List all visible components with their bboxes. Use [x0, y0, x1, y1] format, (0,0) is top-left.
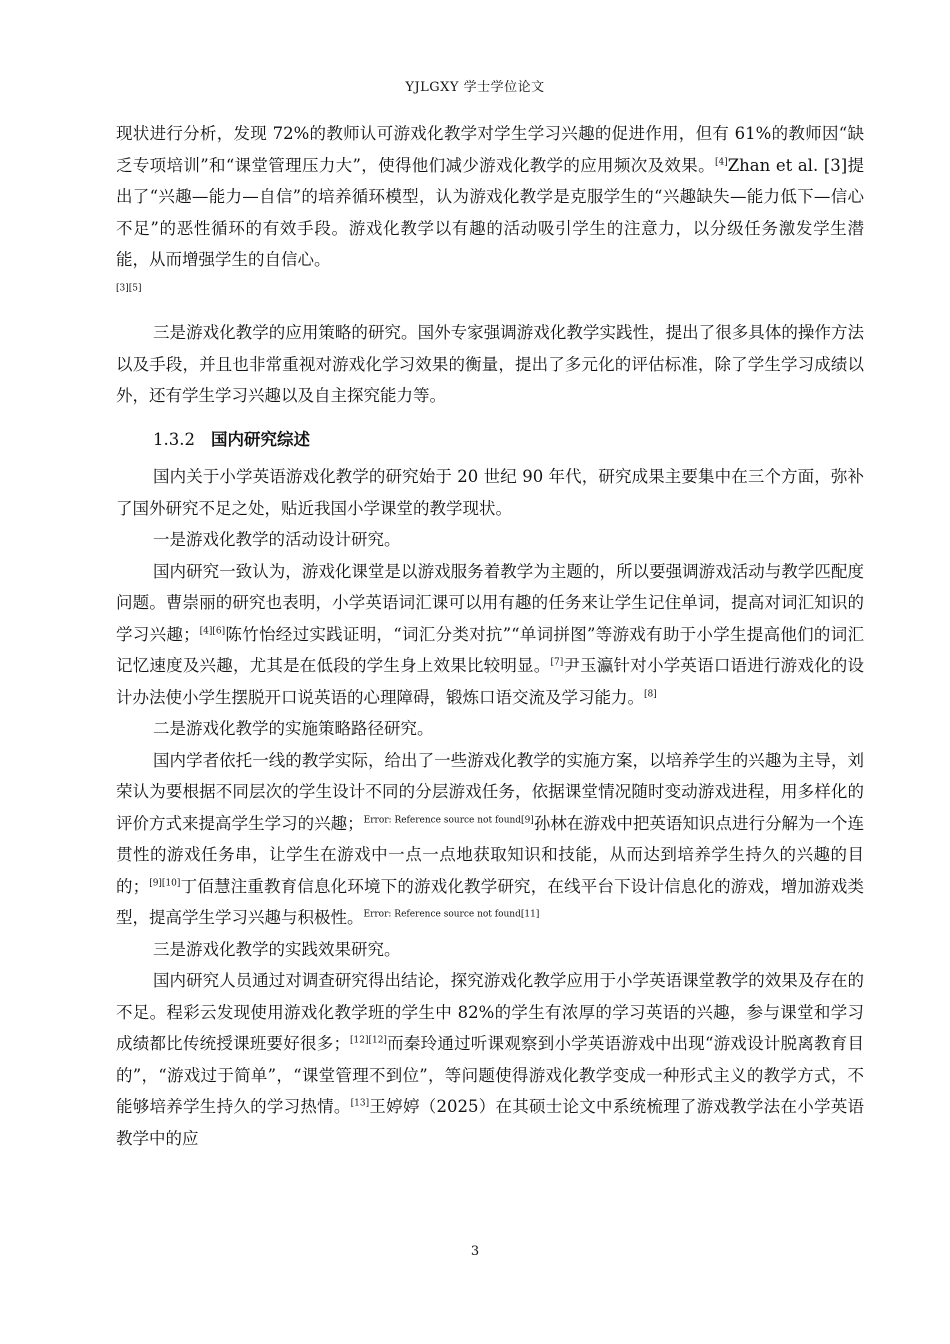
document-body [116, 118, 864, 1154]
paragraph-topic-1: 一是游戏化教学的活动设计研究。 [153, 530, 401, 549]
paragraph-implementation: 国内学者依托一线的教学实际，给出了一些游戏化教学的实施方案，以培养学生的兴趣为主导，刘荣认为要根据不同层次的学生设计不同的分层游戏任务，依据课堂情况随时变动游戏进程，用多样化的评价方式来提高学生学习的兴趣；$^{Error: Reference source not found[9]}$孙林在游戏中把英语知识点进行分解为一个连贯性的游戏任务串，让学生在游戏中一点一点地获取知识和技能，从而达到培养学生持久的兴趣的目的；[9][10]丁佰慧注重教育信息化环境下的游戏化教学研究，在线平台下设计信息化的游戏，增加游戏类型，提高学生学习兴趣与积极性。$^{Error: Reference source not found[11]}$ [116, 750, 865, 927]
citation: Error: Reference source not found[9] [363, 815, 534, 825]
paragraph-foreign-review-continued: 现状进行分析，发现 72%的教师认可游戏化教学对学生学习兴趣的促进作用，但有 61%的教师因“缺乏专项培训”和“课堂管理压力大”，使得他们减少游戏化教学的应用频次及效果。[4]Zhan et al. [3]提出了“兴趣—能力—自信”的培养循环模型，认为游戏化教学是克服学生的“兴趣缺失—能力低下—信心不足”的恶性循环的有效手段。游戏化教学以有趣的活动吸引学生的注意力，以分级任务激发学生潜能，从而增强学生的自信心。 [3][5] [116, 124, 865, 293]
paragraph-topic-2: 二是游戏化教学的实施策略路径研究。 [153, 719, 434, 738]
citation: Error: Reference source not found[11] [363, 909, 540, 920]
running-header: YJLGXY 学士学位论文 [405, 80, 545, 95]
citation: [4] [714, 157, 728, 167]
citation: [12][12] [349, 1035, 387, 1046]
paragraph-application-strategy: 三是游戏化教学的应用策略的研究。国外专家强调游戏化教学实践性，提出了很多具体的操作方法以及手段，并且也非常重视对游戏化学习效果的衡量，提出了多元化的评估标准，除了学生学习成绩以外，还有学生学习兴趣以及自主探究能力等。 [116, 323, 864, 405]
paragraph-activity-design: 国内研究一致认为，游戏化课堂是以游戏服务着教学为主题的，所以要强调游戏活动与教学匹配度问题。曹崇丽的研究也表明，小学英语词汇课可以用有趣的任务来让学生记住单词，提高对词汇知识的学习兴趣；[4][6]陈竹怡经过实践证明，“词汇分类对抗”“单词拼图”等游戏有助于小学生提高他们的词汇记忆速度及兴趣，尤其是在低段的学生身上效果比较明显。[7]尹玉瀛针对小学英语口语进行游戏化的设计办法使小学生摆脱开口说英语的心理障碍，锻炼口语交流及学习能力。[8] [116, 561, 865, 707]
page-number: 3 [470, 1244, 480, 1259]
citation: [4][6] [199, 626, 226, 636]
citation: [8] [644, 689, 657, 699]
section-title: 国内研究综述 [210, 429, 310, 449]
citation: [7] [550, 657, 564, 668]
section-heading [116, 424, 864, 456]
citation: [3][5] [116, 283, 142, 293]
paragraph-practice-effect: 国内研究人员通过对调查研究得出结论，探究游戏化教学应用于小学英语课堂教学的效果及存在的不足。程彩云发现使用游戏化教学班的学生中 82%的学生有浓厚的学习英语的兴趣，参与课堂和学习成绩都比传统授课班要好很多；[12][12]而秦玲通过听课观察到小学英语游戏中出现“游戏设计脱离教育目的”，“游戏过于简单”，“课堂管理不到位”，等问题使得游戏化教学变成一种形式主义的教学方式，不能够培养学生持久的学习热情。[13]王婷婷（2025）在其硕士论文中系统梳理了游戏教学法在小学英语教学中的应 [116, 971, 865, 1148]
section-number: 1.3.2 [153, 429, 195, 449]
paragraph-topic-3: 三是游戏化教学的实践效果研究。 [153, 939, 401, 959]
citation: [13] [350, 1098, 370, 1109]
paragraph-domestic-intro: 国内关于小学英语游戏化教学的研究始于 20 世纪 90 年代，研究成果主要集中在三个方面，弥补了国外研究不足之处，贴近我国小学课堂的教学现状。 [116, 467, 864, 518]
citation: [9][10] [149, 878, 181, 888]
